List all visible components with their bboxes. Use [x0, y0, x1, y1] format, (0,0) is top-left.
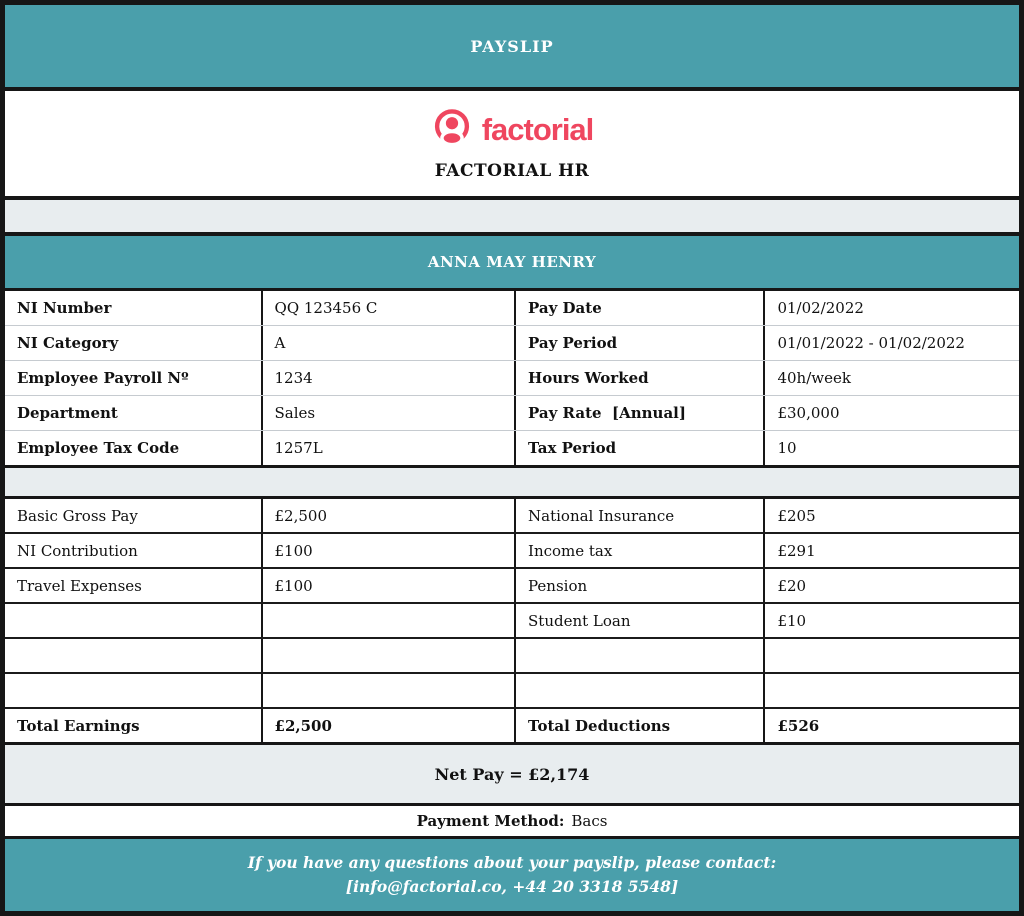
payment-method-row	[5, 806, 1019, 836]
contact-footer	[5, 839, 1019, 911]
info-label: Employee Payroll Nº	[17, 369, 189, 387]
footer-line1: If you have any questions about your payslip, please contact:	[247, 852, 777, 872]
deduction-label	[514, 674, 763, 707]
table-row	[5, 430, 1019, 465]
payslip-title: PAYSLIP	[470, 36, 554, 56]
payment-method-label: Payment Method:	[416, 812, 565, 830]
deduction-label	[514, 639, 763, 672]
table-row	[5, 672, 1019, 707]
spacer-band	[5, 200, 1019, 232]
table-row	[5, 360, 1019, 395]
info-label: Department	[17, 404, 118, 422]
info-label: Hours Worked	[514, 361, 763, 395]
earning-label: Travel Expenses	[17, 576, 142, 595]
table-row	[5, 602, 1019, 637]
deduction-label: Student Loan	[514, 604, 763, 637]
table-row	[5, 395, 1019, 430]
totals-row	[5, 707, 1019, 742]
info-value: A	[261, 326, 515, 360]
earning-label: NI Contribution	[17, 541, 138, 560]
earning-label	[5, 604, 261, 637]
company-name: FACTORIAL HR	[434, 160, 590, 181]
info-value: £30,000	[763, 396, 1019, 430]
employee-name-bar	[5, 236, 1019, 288]
employee-info-table	[5, 291, 1019, 465]
deduction-amount	[763, 639, 1019, 672]
payslip-header	[5, 5, 1019, 87]
earning-amount	[261, 639, 515, 672]
employee-name: ANNA MAY HENRY	[427, 253, 597, 271]
table-row	[5, 325, 1019, 360]
deduction-label: National Insurance	[514, 499, 763, 532]
deduction-amount: £205	[763, 499, 1019, 532]
total-deductions-label: Total Deductions	[514, 709, 763, 742]
earning-amount	[261, 674, 515, 707]
info-label: NI Number	[17, 299, 112, 317]
info-label: Employee Tax Code	[17, 439, 180, 457]
total-earnings-amount: £2,500	[261, 709, 515, 742]
table-row	[5, 291, 1019, 325]
info-value: 40h/week	[763, 361, 1019, 395]
table-row	[5, 532, 1019, 567]
company-logo	[431, 107, 594, 153]
earning-amount	[261, 604, 515, 637]
logo-wordmark: factorial	[481, 111, 594, 147]
net-pay-bar	[5, 745, 1019, 803]
info-label: Tax Period	[514, 431, 763, 465]
deduction-amount: £20	[763, 569, 1019, 602]
deduction-amount	[763, 674, 1019, 707]
deduction-amount: £10	[763, 604, 1019, 637]
earning-amount: £100	[261, 534, 515, 567]
earning-label: Basic Gross Pay	[17, 506, 138, 525]
table-row	[5, 567, 1019, 602]
earning-label	[5, 674, 261, 707]
info-label: Pay Period	[514, 326, 763, 360]
info-value: 01/01/2022 - 01/02/2022	[763, 326, 1019, 360]
deduction-amount: £291	[763, 534, 1019, 567]
payment-method-value: Bacs	[571, 812, 608, 830]
info-value: 1234	[261, 361, 515, 395]
info-label: Pay Rate [Annual]	[514, 396, 763, 430]
footer-line2: [info@factorial.co, +44 20 3318 5548]	[345, 877, 679, 896]
deduction-label: Pension	[514, 569, 763, 602]
info-label: Pay Date	[514, 291, 763, 325]
info-value: Sales	[261, 396, 515, 430]
info-label: NI Category	[17, 334, 119, 352]
total-deductions-amount: £526	[763, 709, 1019, 742]
table-row	[5, 637, 1019, 672]
info-value: 01/02/2022	[763, 291, 1019, 325]
total-earnings-label: Total Earnings	[17, 716, 140, 735]
earning-label	[5, 639, 261, 672]
factorial-person-circle-icon	[431, 107, 473, 153]
info-value: 1257L	[261, 431, 515, 465]
table-row	[5, 499, 1019, 532]
info-value: 10	[763, 431, 1019, 465]
company-section	[5, 91, 1019, 196]
net-pay-text: Net Pay = £2,174	[434, 764, 590, 784]
earning-amount: £100	[261, 569, 515, 602]
earnings-deductions-table	[5, 499, 1019, 742]
deduction-label: Income tax	[514, 534, 763, 567]
earning-amount: £2,500	[261, 499, 515, 532]
spacer-band	[5, 468, 1019, 496]
info-value: QQ 123456 C	[261, 291, 515, 325]
